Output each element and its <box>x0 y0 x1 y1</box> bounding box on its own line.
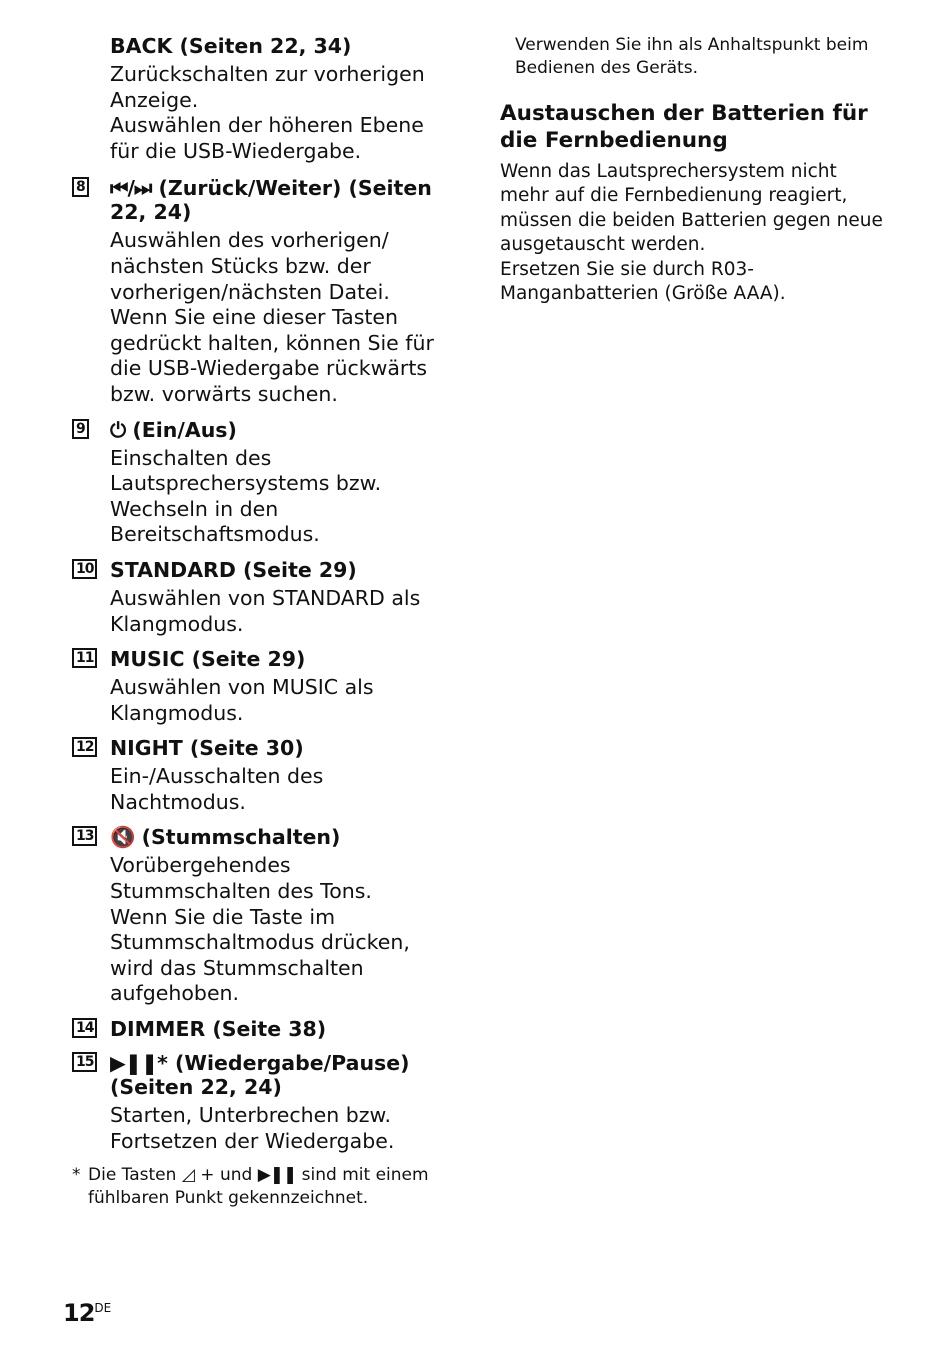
entry-line: Vorübergehendes Stummschalten des Tons. <box>110 853 372 904</box>
entry-line: Einschalten des Lautsprechersystems bzw. Wechseln in den Bereitschaftsmodus. <box>110 445 382 547</box>
volume-plus-icon: ◿ + <box>181 1165 215 1186</box>
footnote-marker: * <box>72 1165 81 1186</box>
entry-heading: NIGHT (Seite 30) <box>110 736 304 761</box>
item-number-badge: 14 <box>72 1018 97 1038</box>
entry-heading: DIMMER (Seite 38) <box>110 1017 327 1042</box>
item-number-badge: 12 <box>72 737 97 757</box>
entry-9 <box>72 418 457 548</box>
entry-heading: MUSIC (Seite 29) <box>110 647 306 672</box>
footnote-text: sind mit einem fühlbaren Punkt gekennzeichnet. <box>88 1165 429 1209</box>
entry-description <box>110 228 457 407</box>
page-number-value: 12 <box>63 1299 95 1327</box>
entry-8 <box>72 176 457 407</box>
entry-heading: STANDARD (Seite 29) <box>110 557 357 582</box>
entry-line: Wenn Sie eine dieser Tasten gedrückt halten, können Sie für die USB-Wiedergabe rückwärts bzw. vorwärts suchen. <box>110 305 434 406</box>
entry-10 <box>72 558 457 637</box>
entry-description <box>110 446 457 548</box>
left-column <box>72 34 457 1210</box>
power-icon: ⏻ <box>110 417 126 442</box>
footnote-text: und <box>214 1165 258 1186</box>
item-number-badge: 11 <box>72 648 97 668</box>
mute-icon: 🔇 <box>110 825 135 850</box>
back-description <box>110 62 457 164</box>
battery-section-body <box>500 160 890 306</box>
item-number-badge: 9 <box>72 419 89 439</box>
item-number-badge: 15 <box>72 1052 97 1072</box>
battery-section-heading: Austauschen der Batterien für die Fernbedienung <box>500 101 868 153</box>
entry-heading <box>110 176 457 224</box>
page-language-code: DE <box>94 1301 112 1315</box>
entry-heading-text: (Zurück/Weiter) (Seiten 22, 24) <box>110 176 432 225</box>
back-line-2: Auswählen der höheren Ebene für die USB-Wiedergabe. <box>110 113 424 163</box>
battery-line: Wenn das Lautsprechersystem nicht mehr auf die Fernbedienung reagiert, müssen die beiden Batterien gegen neue ausgetauscht werden. <box>500 161 883 256</box>
entry-12 <box>72 736 457 815</box>
entry-description <box>110 853 457 1007</box>
entry-heading <box>110 1051 457 1099</box>
entry-15 <box>72 1051 457 1154</box>
play-pause-icon: ▶❚❚ <box>257 1165 297 1186</box>
entry-line: Auswählen von MUSIC als Klangmodus. <box>110 675 374 725</box>
reference-note: Verwenden Sie ihn als Anhaltspunkt beim Bedienen des Geräts. <box>515 35 869 78</box>
back-heading: BACK (Seiten 22, 34) <box>110 34 352 58</box>
entry-heading <box>110 418 457 442</box>
entry-description <box>110 675 457 726</box>
footnote <box>72 1164 457 1210</box>
entry-description <box>110 1103 457 1154</box>
entry-14 <box>72 1017 457 1041</box>
entry-line: Wenn Sie die Taste im Stummschaltmodus drücken, wird das Stummschalten aufgehoben. <box>110 904 410 1006</box>
play-pause-icon: ▶❚❚ <box>110 1051 158 1076</box>
item-number-badge: 8 <box>72 177 89 197</box>
entry-description <box>110 764 457 815</box>
entry-heading-text: (Stummschalten) <box>134 825 341 850</box>
back-entry <box>110 34 457 164</box>
entry-heading-text: * (Wiedergabe/Pause) (Seiten 22, 24) <box>110 1051 410 1100</box>
entry-13 <box>72 825 457 1007</box>
footnote-text: Die Tasten <box>88 1165 182 1186</box>
page-number <box>63 1299 111 1327</box>
entry-heading-text: (Ein/Aus) <box>125 417 237 442</box>
entry-heading <box>110 825 457 849</box>
prev-next-icon: ⏮/⏭ <box>110 176 152 201</box>
right-column <box>500 34 890 306</box>
entry-line: Auswählen des vorherigen/ nächsten Stücks bzw. der vorherigen/nächsten Datei. <box>110 228 390 304</box>
back-line-1: Zurückschalten zur vorherigen Anzeige. <box>110 62 425 112</box>
entry-line: Auswählen von STANDARD als Klangmodus. <box>110 585 421 636</box>
entry-line: Starten, Unterbrechen bzw. Fortsetzen der Wiedergabe. <box>110 1103 395 1153</box>
entry-line: Ein-/Ausschalten des Nachtmodus. <box>110 764 324 814</box>
entry-description <box>110 586 457 637</box>
entry-11 <box>72 647 457 726</box>
item-number-badge: 10 <box>72 559 97 579</box>
battery-line: Ersetzen Sie sie durch R03-Manganbatterien (Größe AAA). <box>500 258 786 305</box>
item-number-badge: 13 <box>72 826 97 846</box>
